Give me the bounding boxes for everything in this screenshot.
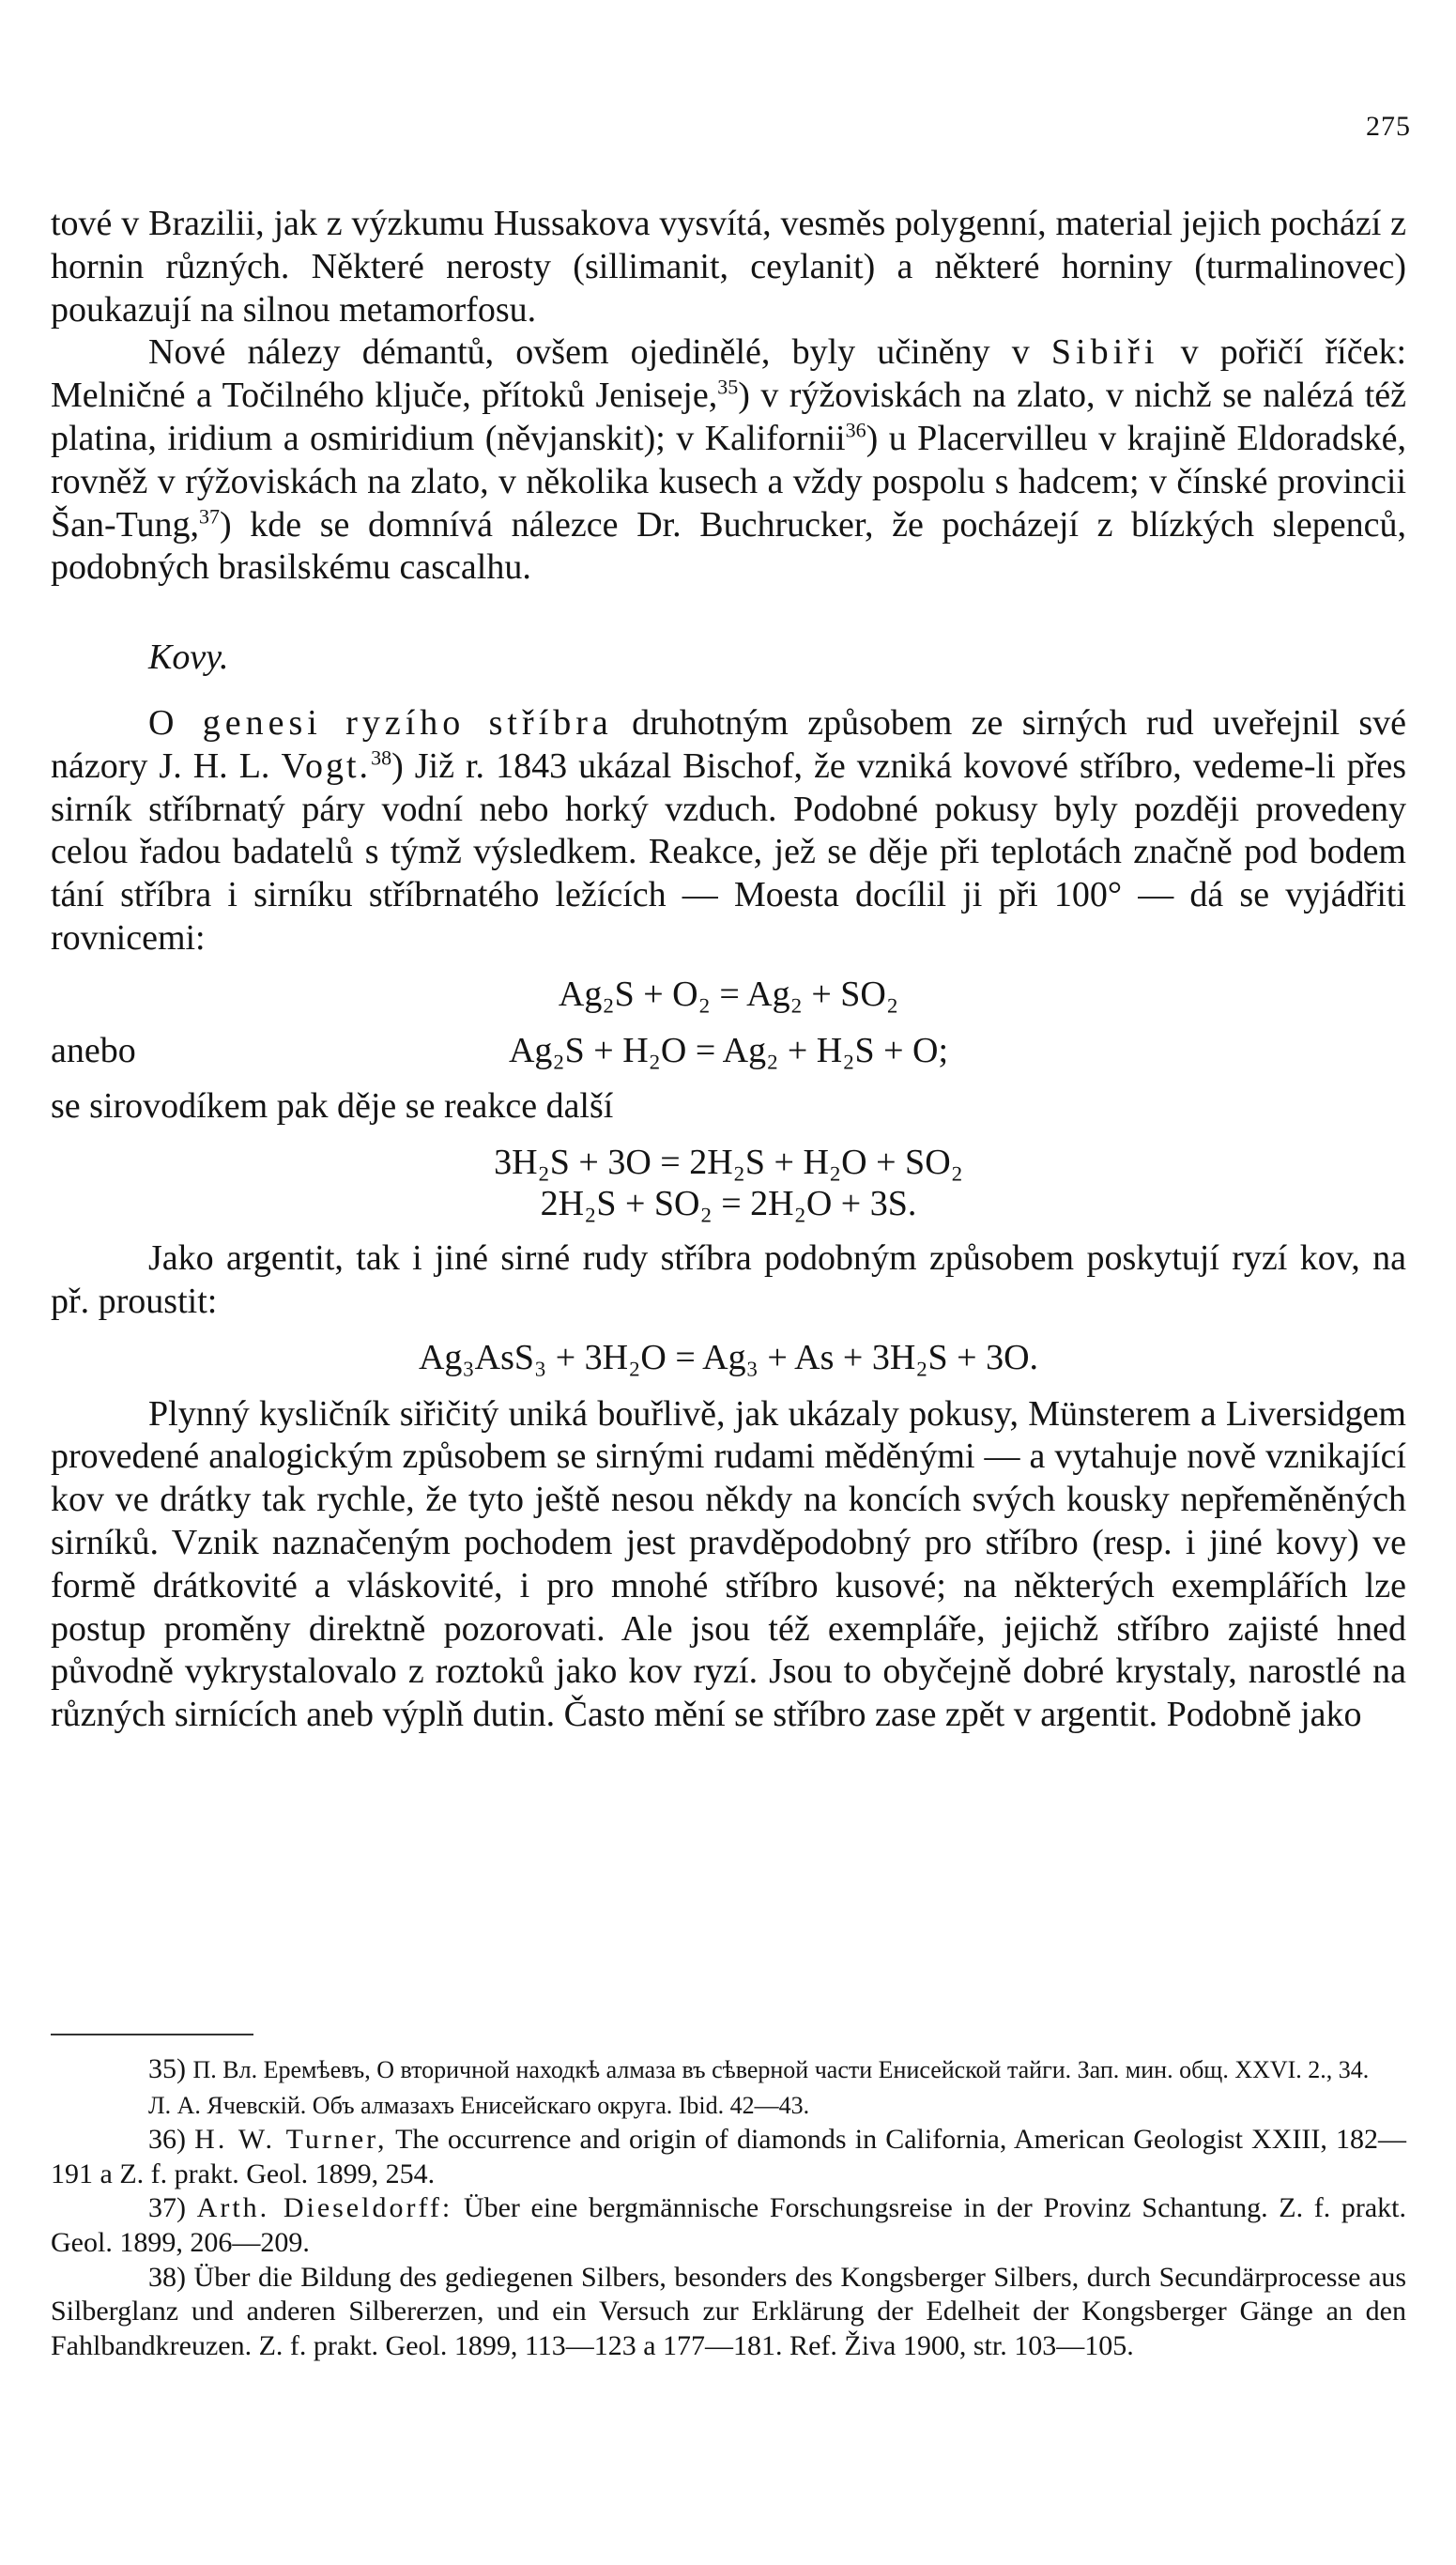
footnote-35b xyxy=(51,2088,1406,2124)
text-span: ) kde se domnívá nálezce Dr. Buchrucker, že pocházejí z blízkých slepenců, podobných brasilskému cascalhu. xyxy=(51,504,1406,588)
footnotes xyxy=(51,2052,1406,2363)
emphasis-genesis: O genesi ryzího stříbra xyxy=(148,702,613,743)
equation-1: Ag₂S + O₂ = Ag₂ + SO₂ xyxy=(558,974,899,1014)
paragraph-hydrogen-sulfide: se sirovodíkem pak děje se reakce další xyxy=(51,1086,614,1127)
footnote-author: H. W. Turner, xyxy=(194,2124,388,2156)
text-span: druhotným způsobem ze sirných rud uveřejnil své názory J. H. L. xyxy=(51,702,1406,786)
equation-5: Ag₃AsS₃ + 3H₂O = Ag₃ + As + 3H₂S + 3O. xyxy=(418,1337,1039,1377)
text-span: ) v rýžoviskách na zlato, v nichž se nalézá též platina, iridium a osmiridium (něvjanskit); v Kalifornii xyxy=(51,376,1406,458)
footnote-35 xyxy=(51,2052,1406,2088)
equation-2: Ag₂S + H₂O = Ag₂ + H₂S + O; xyxy=(508,1030,949,1070)
paragraph-sulfur-dioxide: Plynný kysličník siřičitý uniká bouřlivě, jak ukázaly pokusy, Münsterem a Liversidgem provedené analogickým způsobem se sirnými rudami měděnými — a vytahuje nově vznikající kov ve drátky tak rychle, že tyto ještě nesou někdy na koncích svých kousky nepřeměněných sirníků. Vznik naznačeným pochodem jest pravděpodobný pro stříbro (resp. i jiné kovy) ve formě drátkovité a vláskovité, i pro mnohé stříbro kusové; na některých exemplářích lze postup proměny direktně pozorovati. Ale jsou též exempláře, jejichž stříbro zajisté hned původně vykrystalovalo z roztoků jako kov ryzí. Jsou to obyčejně dobré krystaly, narostlé na různých sirnících aneb výplň dutin. Často mění se stříbro zase zpět v argentit. Podobně jako xyxy=(51,1393,1406,1735)
paragraph-diamond-finds xyxy=(51,331,1406,590)
paragraph-intro: tové v Brazilii, jak z výzkumu Hussakova vysvítá, vesměs polygenní, material jejich pochází z hornin různých. Některé nerosty (sillimanit, ceylanit) a některé horniny (turmalinovec) poukazují na silnou metamorfosu. xyxy=(51,204,1406,330)
footnote-number: 37) xyxy=(148,2192,186,2224)
footnote-text: П. Вл. Еремѣевъ, О вторичной находкѣ алмаза въ сѣверной части Енисейской тайги. Зап. мин. общ. XXVI. 2., 34. xyxy=(192,2056,1370,2083)
footnote-ref-38: 38 xyxy=(371,745,392,770)
footnote-text: Über eine bergmännische Forschungsreise in der Provinz Schantung. Z. f. prakt. Geol. 1899, 206—209. xyxy=(51,2192,1407,2258)
footnote-ref-36: 36 xyxy=(845,418,866,442)
footnote-38 xyxy=(51,2261,1406,2364)
footnote-text: The occurrence and origin of diamonds in California, American Geologist XXIII, 182—191 a Z. f. prakt. Geol. 1899, 254. xyxy=(51,2124,1406,2189)
section-heading-kovy: Kovy. xyxy=(148,637,229,678)
emphasis-vogt: Vogt. xyxy=(281,745,372,786)
page-number: 275 xyxy=(1366,111,1411,142)
footnote-ref-35: 35 xyxy=(717,375,739,399)
footnote-37 xyxy=(51,2191,1406,2260)
text-span: ) Již r. 1843 ukázal Bischof, že vzniká kovové stříbro, vedeme-li přes sirník stříbrnatý páry vodní nebo horký vzduch. Podobné pokusy byly později provedeny celou řadou badatelů s týmž výsledkem. Reakce, jež se děje při teplotách značně pod bodem tání stříbra i sirníku stříbrnatého ležících — Moesta docílil ji při 100° — dá se vyjádřiti rovnicemi: xyxy=(51,745,1406,958)
footnote-separator xyxy=(51,2034,253,2035)
footnote-ref-37: 37 xyxy=(199,503,221,528)
paragraph-argentit: Jako argentit, tak i jiné sirné rudy stříbra podobným způsobem poskytují ryzí kov, na př. proustit: xyxy=(51,1238,1406,1321)
text-span: v pořičí říček: Melničné a Točilného ključe, přítoků Jeniseje, xyxy=(51,332,1407,416)
footnote-number: 35) xyxy=(148,2053,186,2084)
footnote-number: 36) xyxy=(148,2124,186,2156)
paragraph-silver-genesis xyxy=(51,702,1406,960)
footnote-36 xyxy=(51,2123,1406,2191)
main-text xyxy=(51,203,1406,1737)
equation-label-anebo: anebo xyxy=(51,1030,136,1070)
footnote-text: Über die Bildung des gediegenen Silbers, besonders des Kongsberger Silbers, durch Secundärprocesse aus Silberglanz und anderen Silbererzen, und ein Versuch zur Erklärung der Edelheit der Kongsberger Gänge an den Fahlbandkreuzen. Z. f. prakt. Geol. 1899, 113—123 a 177—181. Ref. Živa 1900, str. 103—105. xyxy=(51,2261,1406,2361)
emphasis-sibir: Sibiři xyxy=(1050,332,1159,373)
footnote-author: Arth. Dieseldorff: xyxy=(196,2192,453,2224)
footnote-text: Л. А. Ячевскій. Объ алмазахъ Енисейскаго округа. Ibid. 42—43. xyxy=(148,2091,810,2119)
equation-2-row xyxy=(51,1030,1406,1073)
footnote-number: 38) xyxy=(148,2261,186,2293)
equation-group xyxy=(51,1142,1406,1224)
text-span: ) u Placervilleu v krajině Eldoradské, rovněž v rýžoviskách na zlato, v několika kusech a vždy pospolu s hadcem; v čínské provincii Šan-Tung, xyxy=(51,418,1407,545)
equation-4: 2H₂S + SO₂ = 2H₂O + 3S. xyxy=(540,1184,917,1224)
text-span: Nové nálezy démantů, ovšem ojedinělé, byly učiněny v xyxy=(148,332,1030,373)
equation-3: 3H₂S + 3O = 2H₂S + H₂O + SO₂ xyxy=(494,1143,963,1183)
